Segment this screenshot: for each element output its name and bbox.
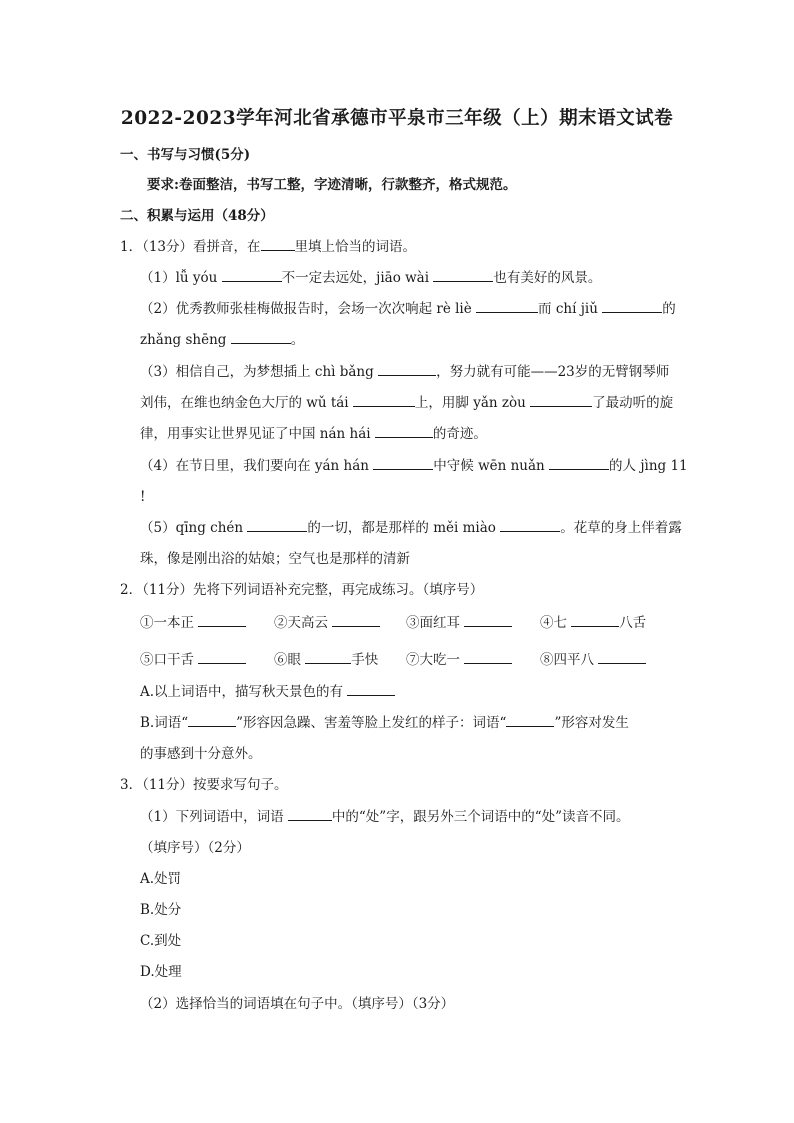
answer-blank[interactable] bbox=[332, 613, 380, 627]
answer-blank[interactable] bbox=[347, 682, 395, 696]
answer-blank[interactable] bbox=[530, 393, 592, 407]
question-1-heading bbox=[120, 237, 416, 257]
answer-blank[interactable] bbox=[598, 650, 646, 664]
q1-item-2-text-c: 的 bbox=[662, 301, 676, 317]
q3-option-c: C.到处 bbox=[140, 933, 182, 949]
q1-item-4-text-b: 中守候 wēn nuǎn bbox=[433, 458, 545, 474]
q1-item-4-text-c: 的人 jìng 11 bbox=[609, 458, 688, 474]
q2-part-b bbox=[140, 713, 629, 733]
q1-item-1-text-c: 也有美好的风景。 bbox=[493, 270, 602, 286]
q2-word-8 bbox=[540, 650, 646, 670]
question-2-heading: 2．（11分）先将下列词语补充完整，再完成练习。（填序号） bbox=[120, 582, 484, 598]
q3-option-d: D.处理 bbox=[140, 964, 182, 980]
q1-item-3-cont bbox=[140, 393, 673, 413]
q2-word-text: ②天高云 bbox=[274, 615, 328, 631]
answer-blank[interactable] bbox=[247, 518, 307, 532]
answer-blank[interactable] bbox=[231, 330, 291, 344]
answer-blank[interactable] bbox=[476, 299, 538, 313]
q1-item-4-cont: ! bbox=[140, 489, 146, 505]
q1-item-3-text-a: （3）相信自己，为梦想插上 chì bǎng bbox=[140, 364, 374, 380]
q1-item-2-pinyin: zhǎng shēng bbox=[140, 332, 227, 348]
answer-blank[interactable] bbox=[198, 613, 246, 627]
answer-blank[interactable] bbox=[188, 713, 236, 727]
answer-blank[interactable] bbox=[571, 613, 619, 627]
q1-item-2 bbox=[140, 299, 676, 319]
answer-blank[interactable] bbox=[464, 613, 512, 627]
answer-blank[interactable] bbox=[288, 807, 332, 821]
q1-item-5 bbox=[140, 518, 682, 538]
requirement-label: 要求: bbox=[147, 177, 179, 193]
q1-item-3-line2-c: 了最动听的旋 bbox=[592, 395, 674, 411]
q1-item-4-text-a: （4）在节日里，我们要向在 yán hán bbox=[140, 458, 369, 474]
answer-blank[interactable] bbox=[305, 650, 351, 664]
q1-item-5-text-b: 的一切，都是那样的 měi miào bbox=[307, 520, 496, 536]
q1-item-2-end: 。 bbox=[290, 332, 305, 348]
question-1-text-end: 里填上恰当的词语。 bbox=[294, 239, 417, 255]
answer-blank[interactable] bbox=[375, 424, 433, 438]
page-title: 2022-2023学年河北省承德市平泉市三年级（上）期末语文试卷 bbox=[120, 108, 674, 129]
section-1-heading: 一、书写与习惯(5分) bbox=[120, 147, 251, 163]
q3-part-1-cont: （填序号）（2分） bbox=[140, 840, 250, 856]
answer-blank[interactable] bbox=[464, 650, 512, 664]
q1-item-5-text-a: （5）qīng chén bbox=[140, 520, 244, 536]
q1-item-3-cont2 bbox=[140, 424, 487, 444]
q2-word-text: ⑤口干舌 bbox=[140, 652, 194, 668]
q2-part-b-cont: 的事感到十分意外。 bbox=[140, 746, 262, 762]
answer-blank[interactable] bbox=[353, 393, 415, 407]
answer-blank[interactable] bbox=[378, 362, 436, 376]
q2-word-5 bbox=[140, 650, 246, 670]
q2-word-1 bbox=[140, 613, 246, 633]
q1-item-3-line3-a: 律，用事实让世界见证了中国 nán hái bbox=[140, 426, 371, 442]
answer-blank[interactable] bbox=[261, 237, 295, 251]
q2-part-b-text-b: ”形容因急躁、害羞等脸上发红的样子：词语“ bbox=[236, 715, 507, 731]
q2-word-2 bbox=[274, 613, 380, 633]
answer-blank[interactable] bbox=[198, 650, 246, 664]
q1-item-2-cont bbox=[140, 330, 304, 350]
q1-item-4 bbox=[140, 456, 688, 476]
q2-word-text: ⑥眼 bbox=[274, 652, 301, 668]
q1-item-1-pinyin-a: （1）lǚ yóu bbox=[140, 270, 218, 286]
question-3-heading: 3．（11分）按要求写句子。 bbox=[120, 777, 288, 793]
section-1-requirement bbox=[147, 175, 516, 195]
q2-part-b-text-a: B.词语“ bbox=[140, 715, 189, 731]
q2-word-6 bbox=[274, 650, 378, 670]
q2-word-text: ⑦大吃一 bbox=[406, 652, 460, 668]
q1-item-3 bbox=[140, 362, 669, 382]
q2-word-7 bbox=[406, 650, 512, 670]
answer-blank[interactable] bbox=[373, 456, 433, 470]
q1-item-1-text-b: 不一定去远处，jiāo wài bbox=[281, 270, 430, 286]
answer-blank[interactable] bbox=[433, 268, 493, 282]
q2-word-3 bbox=[406, 613, 512, 633]
q1-item-3-text-b: ，努力就有可能——23岁的无臂钢琴师 bbox=[436, 364, 670, 380]
answer-blank[interactable] bbox=[506, 713, 554, 727]
q2-part-b-text-c: ”形容对发生 bbox=[554, 715, 629, 731]
q2-word-4 bbox=[540, 613, 646, 633]
q3-option-a: A.处罚 bbox=[140, 871, 182, 887]
answer-blank[interactable] bbox=[500, 518, 560, 532]
q2-part-a-text: A.以上词语中，描写秋天景色的有 bbox=[140, 684, 344, 700]
q1-item-2-text-b: 而 chí jiǔ bbox=[538, 301, 598, 317]
q2-word-text: ③面红耳 bbox=[406, 615, 460, 631]
q1-item-3-line2-a: 刘伟，在维也纳金色大厅的 wǔ tái bbox=[140, 395, 349, 411]
section-2-heading: 二、积累与运用（48分） bbox=[120, 208, 274, 224]
q1-item-2-text-a: （2）优秀教师张桂梅做报告时，会场一次次响起 rè liè bbox=[140, 301, 472, 317]
q3-part-1 bbox=[140, 807, 630, 827]
answer-blank[interactable] bbox=[222, 268, 282, 282]
q3-part-2: （2）选择恰当的词语填在句子中。（填序号）（3分） bbox=[140, 996, 455, 1012]
q2-word-text: ①一本正 bbox=[140, 615, 194, 631]
q1-item-3-line2-b: 上，用脚 yǎn zòu bbox=[414, 395, 526, 411]
q2-word-text: ⑧四平八 bbox=[540, 652, 594, 668]
q2-word-text: ④七 bbox=[540, 615, 567, 631]
q2-word-text-end: 手快 bbox=[351, 652, 379, 668]
question-1-text: 1．（13分）看拼音，在 bbox=[120, 239, 261, 255]
q2-word-text-end: 八舌 bbox=[619, 615, 647, 631]
q3-option-b: B.处分 bbox=[140, 902, 182, 918]
q3-part-1-text-a: （1）下列词语中，词语 bbox=[140, 809, 284, 825]
q1-item-3-line3-b: 的奇迹。 bbox=[432, 426, 487, 442]
q1-item-5-cont: 珠，像是刚出浴的姑娘；空气也是那样的清新 bbox=[140, 551, 410, 567]
q2-part-a bbox=[140, 682, 395, 702]
q1-item-1 bbox=[140, 268, 601, 288]
answer-blank[interactable] bbox=[602, 299, 662, 313]
q3-part-1-text-b: 中的“处”字，跟另外三个词语中的“处”读音不同。 bbox=[331, 809, 630, 825]
requirement-text: 卷面整洁，书写工整，字迹清晰，行款整齐，格式规范。 bbox=[178, 177, 517, 193]
answer-blank[interactable] bbox=[549, 456, 609, 470]
q1-item-5-text-c: 。花草的身上伴着露 bbox=[560, 520, 682, 536]
